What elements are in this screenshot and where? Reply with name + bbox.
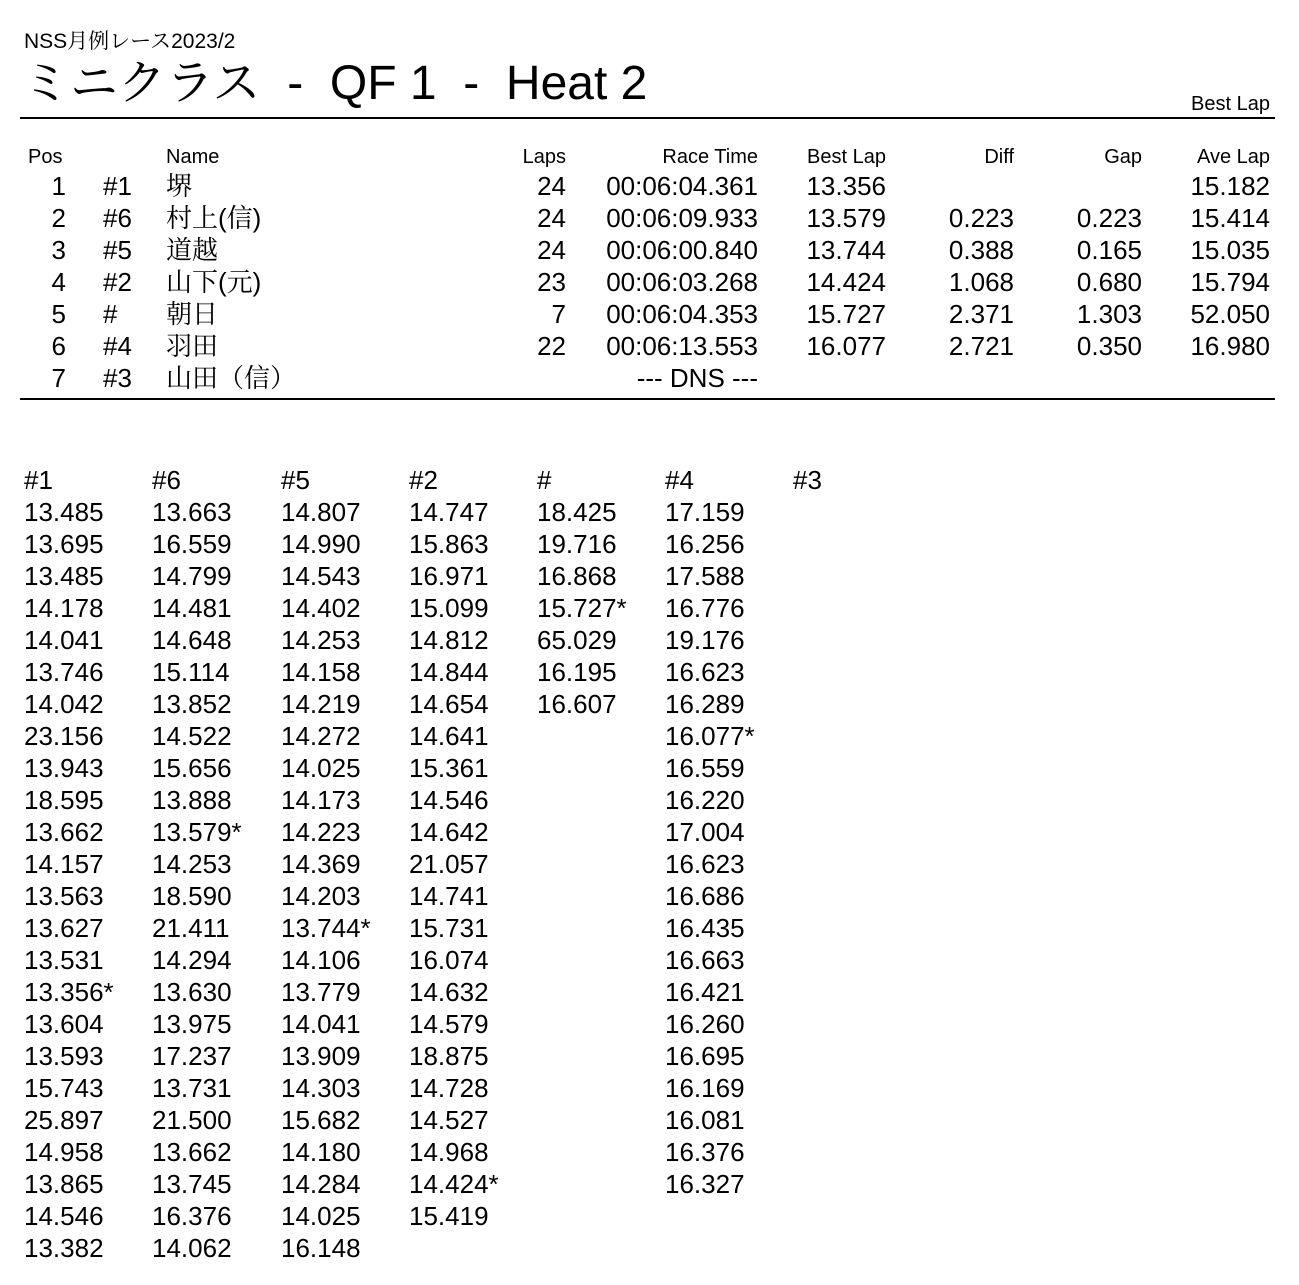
lap-time: 15.099 xyxy=(409,593,489,623)
result-race-time: 00:06:13.553 xyxy=(606,331,758,361)
result-gap: 0.165 xyxy=(1076,235,1142,265)
result-car-number: #3 xyxy=(103,363,132,393)
lap-time: 13.593 xyxy=(24,1041,104,1071)
result-driver-name: 朝日 xyxy=(166,299,219,329)
lap-time: 13.485 xyxy=(24,561,104,591)
lap-time: 16.623 xyxy=(665,849,745,879)
result-row xyxy=(0,202,1299,234)
result-driver-name: 村上(信) xyxy=(166,203,262,233)
lap-time: 14.807 xyxy=(281,497,361,527)
result-pos: 3 xyxy=(51,235,66,265)
lap-time: 13.563 xyxy=(24,881,104,911)
lap-time: 16.559 xyxy=(665,753,745,783)
lap-column xyxy=(793,464,921,496)
lap-time: 18.595 xyxy=(24,785,104,815)
lap-time: 19.716 xyxy=(537,529,617,559)
lap-time: 16.220 xyxy=(665,785,745,815)
result-driver-name: 道越 xyxy=(166,235,219,265)
lap-time: 13.888 xyxy=(152,785,232,815)
lap-time: 14.369 xyxy=(281,849,361,879)
lap-time: 14.527 xyxy=(409,1105,489,1135)
lap-time: 13.579* xyxy=(152,817,242,847)
lap-time: 21.057 xyxy=(409,849,489,879)
result-pos: 7 xyxy=(51,363,66,393)
result-row xyxy=(0,266,1299,298)
lap-time: 13.663 xyxy=(152,497,232,527)
lap-time: 14.799 xyxy=(152,561,232,591)
lap-time: 14.041 xyxy=(281,1009,361,1039)
result-car-number: #1 xyxy=(103,171,132,201)
lap-time: 13.746 xyxy=(24,657,104,687)
lap-time: 14.747 xyxy=(409,497,489,527)
lap-time: 13.662 xyxy=(152,1137,232,1167)
header-divider xyxy=(20,117,1275,119)
result-car-number: #2 xyxy=(103,267,132,297)
lap-time: 13.943 xyxy=(24,753,104,783)
lap-column xyxy=(281,464,409,1264)
result-gap: 1.303 xyxy=(1076,299,1142,329)
result-best-lap: 16.077 xyxy=(806,331,886,361)
results-header xyxy=(0,142,1299,170)
lap-time: 13.485 xyxy=(24,497,104,527)
lap-column-car-number: #2 xyxy=(409,465,438,495)
lap-time: 13.531 xyxy=(24,945,104,975)
lap-column xyxy=(537,464,665,720)
lap-time: 16.376 xyxy=(152,1201,232,1231)
lap-time: 14.284 xyxy=(281,1169,361,1199)
lap-time: 16.376 xyxy=(665,1137,745,1167)
header-diff: Diff xyxy=(984,146,1014,168)
lap-time: 13.731 xyxy=(152,1073,232,1103)
result-race-time: 00:06:03.268 xyxy=(606,267,758,297)
result-ave-lap: 15.182 xyxy=(1190,171,1270,201)
lap-time: 14.424* xyxy=(409,1169,499,1199)
lap-time: 15.731 xyxy=(409,913,489,943)
result-driver-name: 羽田 xyxy=(166,331,219,361)
result-pos: 2 xyxy=(51,203,66,233)
lap-time: 14.294 xyxy=(152,945,232,975)
result-best-lap: 13.356 xyxy=(806,171,886,201)
event-title: NSS月例レース2023/2 xyxy=(24,30,236,53)
lap-time: 14.728 xyxy=(409,1073,489,1103)
race-title: ミニクラス - QF 1 - Heat 2 xyxy=(22,57,648,110)
lap-time: 14.968 xyxy=(409,1137,489,1167)
result-race-time: 00:06:09.933 xyxy=(606,203,758,233)
lap-time: 14.641 xyxy=(409,721,489,751)
result-pos: 1 xyxy=(51,171,66,201)
lap-time: 14.543 xyxy=(281,561,361,591)
lap-time: 15.114 xyxy=(152,657,230,687)
lap-time: 14.481 xyxy=(152,593,232,623)
result-gap: 0.680 xyxy=(1076,267,1142,297)
lap-column-car-number: # xyxy=(537,465,552,495)
result-row xyxy=(0,362,1299,394)
result-ave-lap: 15.794 xyxy=(1190,267,1270,297)
lap-time: 14.812 xyxy=(409,625,489,655)
lap-time: 14.157 xyxy=(24,849,104,879)
lap-column-car-number: #1 xyxy=(24,465,53,495)
lap-time: 21.500 xyxy=(152,1105,232,1135)
result-laps: 24 xyxy=(537,171,566,201)
lap-time: 14.654 xyxy=(409,689,489,719)
best-lap-label: Best Lap xyxy=(1191,93,1270,115)
header-gap: Gap xyxy=(1104,146,1142,168)
lap-time: 15.743 xyxy=(24,1073,104,1103)
header-race-time: Race Time xyxy=(662,146,758,168)
lap-time: 15.361 xyxy=(409,753,489,783)
result-laps: 22 xyxy=(537,331,566,361)
lap-column-car-number: #3 xyxy=(793,465,822,495)
header-pos: Pos xyxy=(28,146,63,168)
lap-column-car-number: #4 xyxy=(665,465,694,495)
lap-time: 15.419 xyxy=(409,1201,489,1231)
result-laps: 7 xyxy=(551,299,566,329)
result-row xyxy=(0,234,1299,266)
lap-time: 16.971 xyxy=(409,561,489,591)
lap-time: 14.642 xyxy=(409,817,489,847)
lap-time: 14.632 xyxy=(409,977,489,1007)
lap-time: 14.253 xyxy=(152,849,232,879)
lap-time: 14.062 xyxy=(152,1233,232,1263)
result-pos: 5 xyxy=(51,299,66,329)
lap-time: 16.686 xyxy=(665,881,745,911)
lap-time: 15.656 xyxy=(152,753,232,783)
result-diff: 0.223 xyxy=(948,203,1014,233)
lap-time: 13.852 xyxy=(152,689,232,719)
lap-time: 14.042 xyxy=(24,689,104,719)
result-car-number: # xyxy=(103,299,118,329)
lap-time: 13.630 xyxy=(152,977,232,1007)
lap-time: 13.779 xyxy=(281,977,361,1007)
lap-time: 17.004 xyxy=(665,817,745,847)
lap-time: 13.627 xyxy=(24,913,104,943)
lap-column xyxy=(665,464,793,1200)
lap-times-grid xyxy=(0,464,1299,1264)
results-table xyxy=(0,142,1299,394)
result-status: --- DNS --- xyxy=(636,363,758,393)
lap-time: 13.356* xyxy=(24,977,114,1007)
header-best-lap: Best Lap xyxy=(807,146,886,168)
result-driver-name: 山下(元) xyxy=(166,267,262,297)
lap-time: 16.260 xyxy=(665,1009,745,1039)
lap-time: 13.662 xyxy=(24,817,104,847)
lap-time: 16.435 xyxy=(665,913,745,943)
header-laps: Laps xyxy=(522,146,566,168)
lap-time: 13.865 xyxy=(24,1169,104,1199)
lap-time: 13.695 xyxy=(24,529,104,559)
result-row xyxy=(0,330,1299,362)
lap-time: 25.897 xyxy=(24,1105,104,1135)
lap-time: 16.081 xyxy=(665,1105,745,1135)
result-best-lap: 13.579 xyxy=(806,203,886,233)
lap-time: 16.695 xyxy=(665,1041,745,1071)
lap-time: 14.106 xyxy=(281,945,361,975)
lap-time: 16.776 xyxy=(665,593,745,623)
lap-time: 14.158 xyxy=(281,657,361,687)
lap-time: 14.025 xyxy=(281,753,361,783)
result-laps: 23 xyxy=(537,267,566,297)
result-pos: 6 xyxy=(51,331,66,361)
lap-time: 14.219 xyxy=(281,689,361,719)
lap-column xyxy=(409,464,537,1232)
lap-time: 14.253 xyxy=(281,625,361,655)
lap-time: 14.402 xyxy=(281,593,361,623)
lap-time: 16.607 xyxy=(537,689,617,719)
lap-time: 13.744* xyxy=(281,913,371,943)
lap-time: 16.421 xyxy=(665,977,745,1007)
result-ave-lap: 52.050 xyxy=(1190,299,1270,329)
lap-time: 14.041 xyxy=(24,625,104,655)
lap-time: 15.863 xyxy=(409,529,489,559)
lap-time: 14.272 xyxy=(281,721,361,751)
lap-time: 16.169 xyxy=(665,1073,745,1103)
lap-time: 16.868 xyxy=(537,561,617,591)
lap-time: 15.682 xyxy=(281,1105,361,1135)
result-driver-name: 山田（信） xyxy=(166,363,297,393)
lap-time: 19.176 xyxy=(665,625,745,655)
lap-time: 16.327 xyxy=(665,1169,745,1199)
result-laps: 24 xyxy=(537,203,566,233)
result-race-time: 00:06:00.840 xyxy=(606,235,758,265)
lap-time: 23.156 xyxy=(24,721,104,751)
lap-time: 14.741 xyxy=(409,881,489,911)
result-diff: 2.721 xyxy=(948,331,1014,361)
result-driver-name: 堺 xyxy=(166,171,193,201)
lap-time: 17.159 xyxy=(665,497,745,527)
lap-time: 14.990 xyxy=(281,529,361,559)
result-diff: 1.068 xyxy=(948,267,1014,297)
result-car-number: #4 xyxy=(103,331,132,361)
lap-column xyxy=(24,464,152,1264)
lap-time: 65.029 xyxy=(537,625,617,655)
result-best-lap: 15.727 xyxy=(806,299,886,329)
lap-time: 14.522 xyxy=(152,721,232,751)
result-diff: 2.371 xyxy=(948,299,1014,329)
lap-time: 13.909 xyxy=(281,1041,361,1071)
lap-column-car-number: #6 xyxy=(152,465,181,495)
lap-time: 18.875 xyxy=(409,1041,489,1071)
result-diff: 0.388 xyxy=(948,235,1014,265)
result-ave-lap: 15.414 xyxy=(1190,203,1270,233)
lap-time: 14.303 xyxy=(281,1073,361,1103)
result-best-lap: 13.744 xyxy=(806,235,886,265)
lap-time: 18.590 xyxy=(152,881,232,911)
lap-time: 14.203 xyxy=(281,881,361,911)
lap-time: 16.148 xyxy=(281,1233,361,1263)
result-race-time: 00:06:04.361 xyxy=(606,171,758,201)
result-gap: 0.223 xyxy=(1076,203,1142,233)
lap-time: 14.223 xyxy=(281,817,361,847)
lap-time: 14.173 xyxy=(281,785,361,815)
lap-time: 13.975 xyxy=(152,1009,232,1039)
result-pos: 4 xyxy=(51,267,66,297)
lap-time: 16.623 xyxy=(665,657,745,687)
lap-time: 14.958 xyxy=(24,1137,104,1167)
result-row xyxy=(0,170,1299,202)
result-best-lap: 14.424 xyxy=(806,267,886,297)
results-divider xyxy=(20,398,1275,400)
header-ave-lap: Ave Lap xyxy=(1196,146,1270,168)
result-car-number: #6 xyxy=(103,203,132,233)
result-ave-lap: 16.980 xyxy=(1190,331,1270,361)
lap-time: 13.745 xyxy=(152,1169,232,1199)
lap-time: 14.579 xyxy=(409,1009,489,1039)
result-race-time: 00:06:04.353 xyxy=(606,299,758,329)
lap-column xyxy=(152,464,280,1264)
lap-time: 16.663 xyxy=(665,945,745,975)
lap-time: 14.180 xyxy=(281,1137,361,1167)
lap-time: 16.077* xyxy=(665,721,755,751)
lap-time: 21.411 xyxy=(152,913,230,943)
lap-time: 14.546 xyxy=(24,1201,104,1231)
result-car-number: #5 xyxy=(103,235,132,265)
result-laps: 24 xyxy=(537,235,566,265)
lap-column-car-number: #5 xyxy=(281,465,310,495)
lap-time: 15.727* xyxy=(537,593,627,623)
lap-time: 16.256 xyxy=(665,529,745,559)
lap-time: 14.546 xyxy=(409,785,489,815)
lap-time: 14.025 xyxy=(281,1201,361,1231)
lap-time: 17.588 xyxy=(665,561,745,591)
result-row xyxy=(0,298,1299,330)
lap-time: 13.382 xyxy=(24,1233,104,1263)
lap-time: 13.604 xyxy=(24,1009,104,1039)
lap-time: 18.425 xyxy=(537,497,617,527)
lap-time: 14.844 xyxy=(409,657,489,687)
result-gap: 0.350 xyxy=(1076,331,1142,361)
lap-time: 14.178 xyxy=(24,593,104,623)
lap-time: 16.074 xyxy=(409,945,489,975)
lap-time: 14.648 xyxy=(152,625,232,655)
lap-time: 16.195 xyxy=(537,657,617,687)
result-ave-lap: 15.035 xyxy=(1190,235,1270,265)
header-name: Name xyxy=(166,146,220,168)
lap-time: 16.559 xyxy=(152,529,232,559)
lap-time: 17.237 xyxy=(152,1041,232,1071)
lap-time: 16.289 xyxy=(665,689,745,719)
